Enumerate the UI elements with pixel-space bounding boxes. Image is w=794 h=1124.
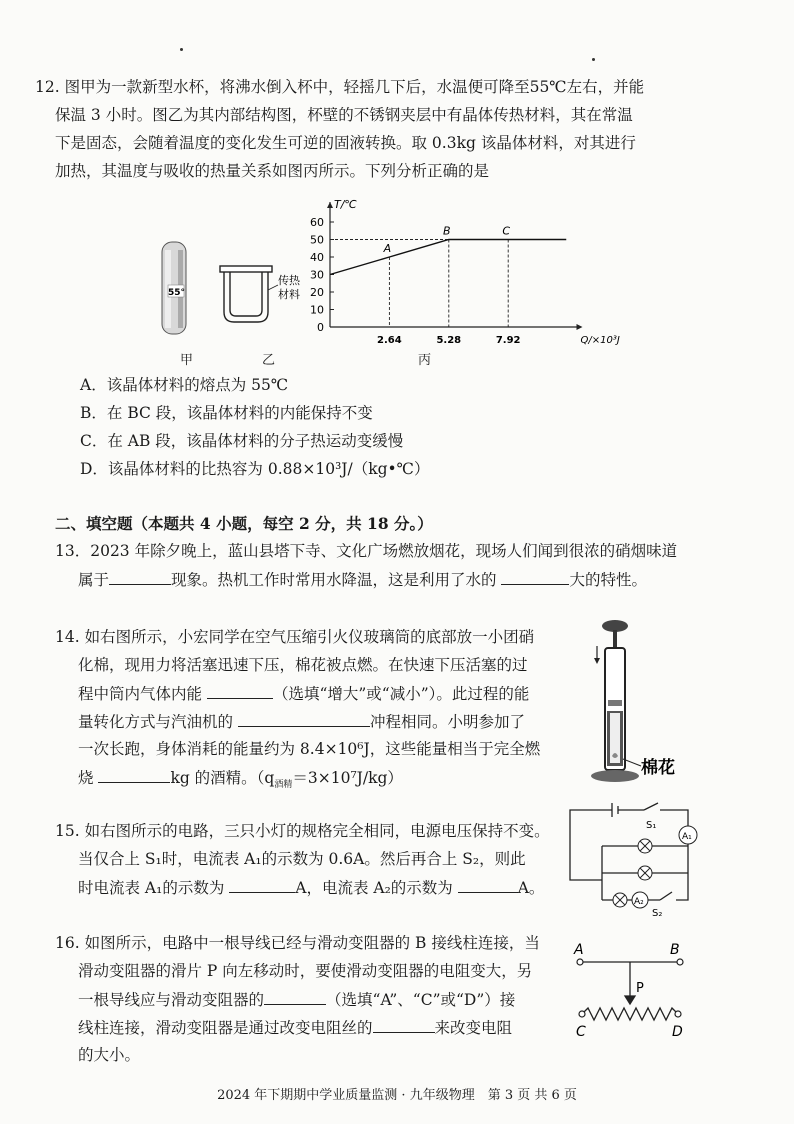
x-tick-label: 2.64 <box>377 335 402 346</box>
switch-s1-label: S₁ <box>646 820 657 831</box>
q12-option-c: C．在 AB 段，该晶体材料的分子热运动变缓慢 <box>80 432 404 450</box>
q13-line-1: 13．2023 年除夕晚上，蓝山县塔下寺、文化广场燃放烟花，现场人们闻到很浓的硝烟味道 <box>55 542 678 560</box>
q13-line-2: 属于 现象。热机工作时常用水降温，这是利用了水的 大的特性。 <box>78 568 647 591</box>
rheostat-figure <box>570 940 700 1042</box>
page-footer: 2024 年下期期中学业质量监测 · 九年级物理 第 3 页 共 6 页 <box>217 1088 577 1103</box>
y-tick-label: 60 <box>310 216 324 229</box>
cup-yi-figure <box>220 266 301 322</box>
q14-line-5: 一次长跑，身体消耗的能量约为 8.4×10⁶J，这些能量相当于完全燃 <box>78 740 541 758</box>
x-axis-arrow <box>577 324 583 330</box>
point-label-c: C <box>502 224 511 238</box>
y-tick-label: 10 <box>310 303 324 317</box>
fig-label-bing: 丙 <box>418 353 432 368</box>
q14-line-2: 化棉，现用力将活塞迅速下压，棉花被点燃。在快速下压活塞的过 <box>78 656 528 674</box>
fig-label-yi: 乙 <box>262 353 276 368</box>
ammeter-a2-label: A₂ <box>634 897 644 907</box>
x-tick-label: 5.28 <box>436 335 462 346</box>
q12-line-3: 下是固态，会随着温度的变化发生可逆的固液转换。取 0.3kg 该晶体材料，对其进行 <box>55 134 636 152</box>
point-label-a: A <box>383 242 392 255</box>
speck <box>180 48 183 51</box>
cotton-label: 棉花 <box>641 758 675 778</box>
point-label-b: B <box>443 224 451 238</box>
speck <box>592 58 595 61</box>
switch-s2-label: S₂ <box>652 908 663 918</box>
cup-temp-label: 55° <box>168 288 186 298</box>
y-tick-label: 50 <box>310 233 324 247</box>
q15-blank-2[interactable] <box>458 876 518 893</box>
q14-line-1: 14. 如右图所示，小宏同学在空气压缩引火仪玻璃筒的底部放一小团硝 <box>55 628 535 646</box>
q16-blank-1[interactable] <box>264 988 326 1005</box>
x-axis-label: Q/×10³J <box>580 335 620 346</box>
cup-figures <box>150 230 320 340</box>
y-axis-arrow <box>327 202 333 208</box>
terminal-d-label: D <box>672 1024 683 1040</box>
q16-blank-2[interactable] <box>373 1016 435 1033</box>
q16-line-2: 滑动变阻器的滑片 P 向左移动时，要使滑动变阻器的电阻变大，另 <box>78 962 533 980</box>
q13-blank-1[interactable] <box>109 568 171 585</box>
q14-blank-2[interactable] <box>238 710 370 727</box>
q15-line-2: 当仅合上 S₁时，电流表 A₁的示数为 0.6A。然后再合上 S₂，则此 <box>78 850 526 868</box>
material-label-1: 传热 <box>278 274 300 287</box>
q14-line-6: 烧 kg 的酒精。$(q_{酒精}=3\times 10^7J/kg)$ <box>78 766 403 796</box>
q15-blank-1[interactable] <box>229 876 295 893</box>
y-axis-label: T/℃ <box>334 198 357 211</box>
q12-option-d: D．该晶体材料的比热容为 0.88×10³J/（kg•℃） <box>80 460 430 478</box>
q13-blank-2[interactable] <box>501 568 569 585</box>
q12-line-2: 保温 3 小时。图乙为其内部结构图，杯壁的不锈钢夹层中有晶体传热材料，其在常温 <box>55 106 633 124</box>
q12-option-b: B．在 BC 段，该晶体材料的内能保持不变 <box>80 404 373 422</box>
q14-blank-1[interactable] <box>207 682 273 699</box>
cup-jia-figure <box>162 242 186 334</box>
material-label-2: 材料 <box>278 288 300 301</box>
q12-line-1: 12. 图甲为一款新型水杯，将沸水倒入杯中，轻摇几下后，水温便可降至55℃左右，并能 <box>35 78 645 96</box>
q14-blank-3[interactable] <box>98 766 170 783</box>
terminal-c-label: C <box>576 1024 586 1040</box>
fig-label-jia: 甲 <box>180 353 194 368</box>
section-2-title: 二、填空题（本题共 4 小题，每空 2 分，共 18 分。） <box>55 514 433 533</box>
q12-option-a: A．该晶体材料的熔点为 55℃ <box>80 376 289 394</box>
temperature-heat-chart <box>300 185 620 355</box>
terminal-b-label: B <box>670 942 680 958</box>
ammeter-a1-label: A₁ <box>682 832 692 842</box>
y-tick-label: 0 <box>317 321 324 334</box>
q16-line-3: 一根导线应与滑动变阻器的 （选填“A”、“C”或“D”）接 <box>78 988 515 1011</box>
q16-line-1: 16. 如图所示，电路中一根导线已经与滑动变阻器的 B 接线柱连接，当 <box>55 934 540 952</box>
temperature-series-line <box>330 240 566 275</box>
circuit-figure <box>560 800 720 918</box>
y-tick-label: 30 <box>310 268 324 282</box>
q14-line-3: 程中筒内气体内能 （选填“增大”或“减小”）。此过程的能 <box>78 682 529 705</box>
y-tick-label: 20 <box>310 286 324 299</box>
q12-line-4: 加热，其温度与吸收的热量关系如图丙所示。下列分析正确的是 <box>55 162 490 180</box>
fire-piston-figure <box>585 616 695 794</box>
y-tick-label: 40 <box>310 251 324 264</box>
x-tick-label: 7.92 <box>495 335 521 346</box>
q15-line-1: 15. 如右图所示的电路，三只小灯的规格完全相同，电源电压保持不变。 <box>55 822 550 840</box>
q15-line-3: 时电流表 A₁的示数为 A，电流表 A₂的示数为 A。 <box>78 876 544 899</box>
q16-line-4: 线柱连接，滑动变阻器是通过改变电阻丝的 来改变电阻 <box>78 1016 512 1039</box>
terminal-a-label: A <box>574 942 584 958</box>
q14-line-4: 量转化方式与汽油机的 冲程相同。小明参加了 <box>78 710 525 733</box>
slider-p-label: P <box>636 981 644 996</box>
q16-line-5: 的大小。 <box>78 1046 141 1064</box>
